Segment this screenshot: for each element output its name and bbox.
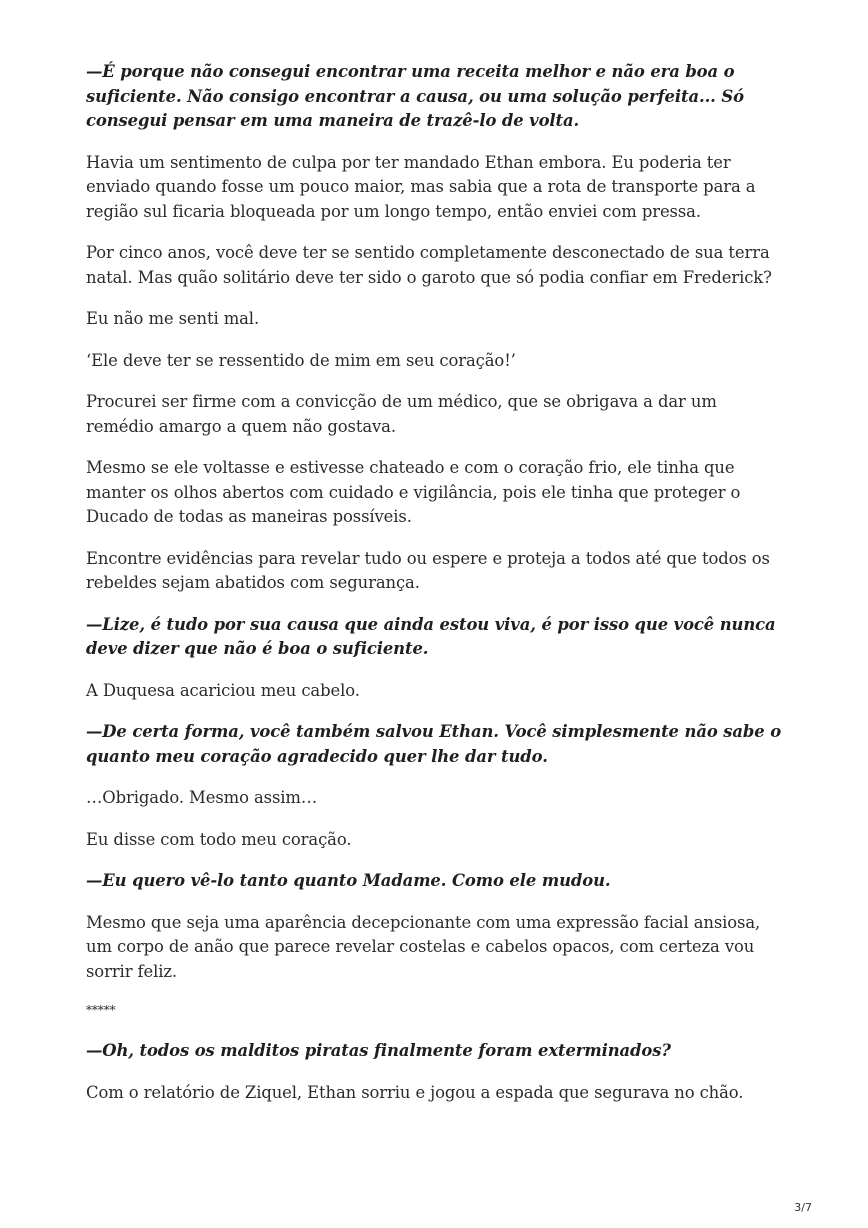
paragraph: —Oh, todos os malditos piratas finalmente foram exterminados? bbox=[86, 1041, 671, 1060]
section-separator: ***** bbox=[86, 1003, 116, 1017]
paragraph: Procurei ser firme com a convicção de um médico, que se obrigava a dar um remédio amargo a quem não gostava. bbox=[86, 392, 717, 436]
paragraph: Mesmo que seja uma aparência decepcionante com uma expressão facial ansiosa, um corpo de anão que parece revelar costelas e cabelos opacos, com certeza vou sorrir feliz. bbox=[86, 912, 761, 981]
paragraph: —Eu quero vê-lo tanto quanto Madame. Como ele mudou. bbox=[86, 871, 611, 890]
paragraph: ‘Ele deve ter se ressentido de mim em seu coração!’ bbox=[86, 350, 516, 370]
paragraph: —De certa forma, você também salvou Ethan. Você simplesmente não sabe o quanto meu coração agradecido quer lhe dar tudo. bbox=[86, 722, 782, 766]
document-body bbox=[86, 60, 786, 1122]
paragraph: Com o relatório de Ziquel, Ethan sorriu e jogou a espada que segurava no chão. bbox=[86, 1082, 744, 1102]
paragraph: Havia um sentimento de culpa por ter mandado Ethan embora. Eu poderia ter enviado quando fosse um pouco maior, mas sabia que a rota de transporte para a região sul ficaria bloqueada por um longo tempo, então enviei com pressa. bbox=[86, 152, 756, 221]
paragraph: —Lize, é tudo por sua causa que ainda estou viva, é por isso que você nunca deve dizer que não é boa o suficiente. bbox=[86, 614, 776, 658]
paragraph: Por cinco anos, você deve ter se sentido completamente desconectado de sua terra natal. Mas quão solitário deve ter sido o garoto que só podia confiar em Frederick? bbox=[86, 243, 772, 287]
paragraph: A Duquesa acariciou meu cabelo. bbox=[86, 680, 360, 700]
paragraph: —É porque não consegui encontrar uma receita melhor e não era boa o suficiente. Não consigo encontrar a causa, ou uma solução perfeita... Só consegui pensar em uma maneira de trazê-lo de volta. bbox=[86, 62, 744, 130]
paragraph: Eu não me senti mal. bbox=[86, 309, 260, 328]
paragraph: Mesmo se ele voltasse e estivesse chateado e com o coração frio, ele tinha que manter os olhos abertos com cuidado e vigilância, pois ele tinha que proteger o Ducado de todas as maneiras possíveis. bbox=[86, 458, 741, 526]
paragraph: …Obrigado. Mesmo assim… bbox=[86, 788, 318, 807]
page-number: 3/7 bbox=[794, 1201, 812, 1214]
paragraph: Eu disse com todo meu coração. bbox=[86, 829, 352, 849]
paragraph: Encontre evidências para revelar tudo ou espere e proteja a todos até que todos os rebeldes sejam abatidos com segurança. bbox=[86, 548, 770, 592]
